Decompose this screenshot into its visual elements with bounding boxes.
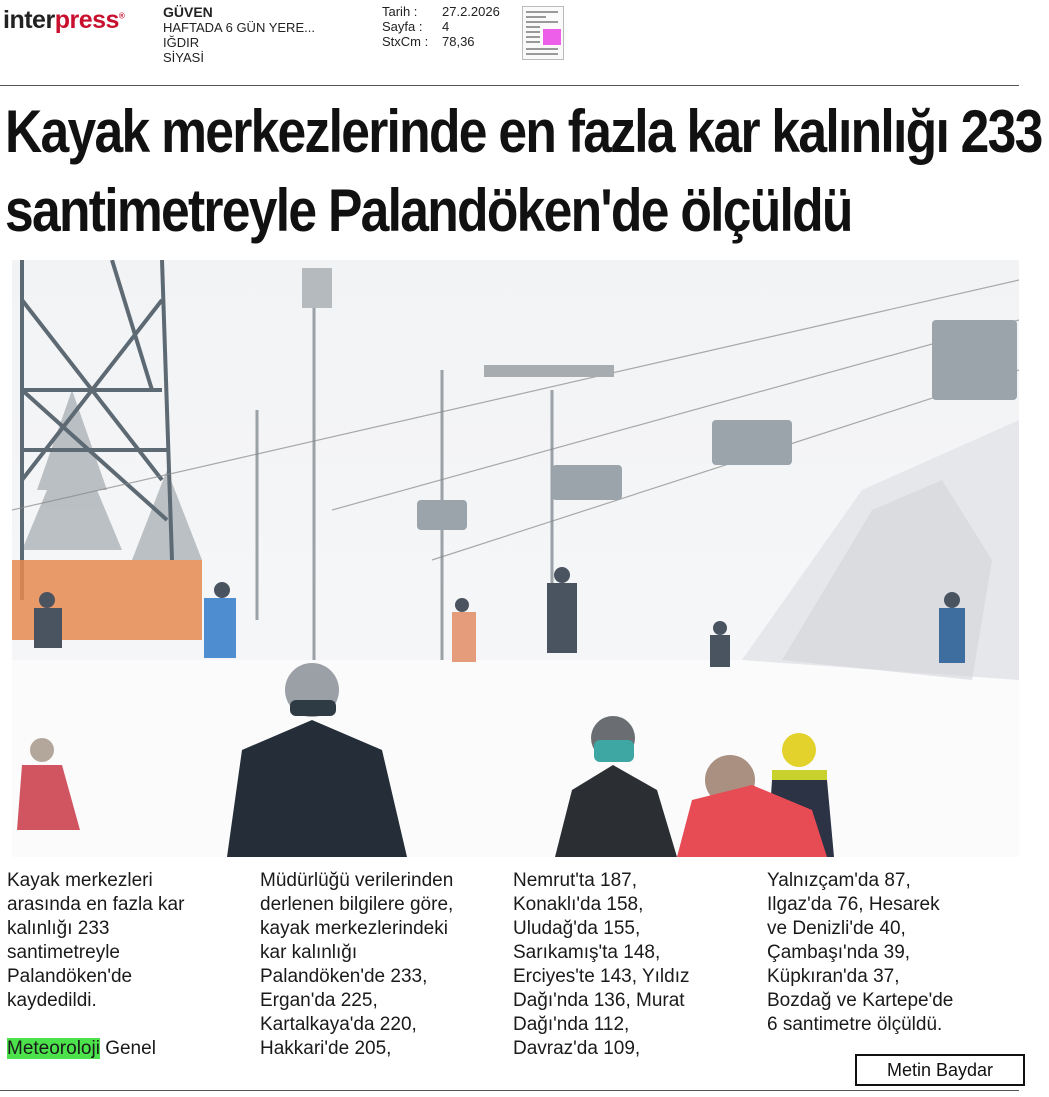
ski-resort-image bbox=[12, 260, 1019, 857]
clipping-header bbox=[0, 0, 1049, 86]
header-divider bbox=[0, 85, 1019, 86]
publication-frequency: HAFTADA 6 GÜN YERE... bbox=[163, 20, 315, 35]
article-location-marker bbox=[543, 29, 561, 45]
keyword-highlight: Meteoroloji bbox=[7, 1038, 100, 1059]
article-column-4: Yalnızçam'da 87, Ilgaz'da 76, Hesarek ve Denizli'de 40, Çambaşı'nda 39, Küpkıran'da 37, Bozdağ ve Kartepe'de 6 santimetre ölçüldü. bbox=[767, 870, 954, 1035]
publication-category: SİYASİ bbox=[163, 50, 204, 65]
author-byline: Metin Baydar bbox=[855, 1054, 1025, 1086]
stxcm-value: 78,36 bbox=[442, 34, 475, 49]
article-column-2: Müdürlüğü verilerinden derlenen bilgilere göre, kayak merkezlerindeki kar kalınlığı Palandöken'de 233, Ergan'da 225, Kartalkaya'da 220, Hakkari'de 205, bbox=[260, 870, 454, 1059]
clipping-meta bbox=[382, 4, 500, 49]
publication-name: GÜVEN bbox=[163, 4, 213, 20]
interpress-logo: interpress® bbox=[3, 6, 125, 34]
page-thumbnail[interactable] bbox=[522, 6, 564, 60]
article-column-1: Kayak merkezleri arasında en fazla kar kalınlığı 233 santimetreyle Palandöken'de kaydedildi. Meteoroloji Genel bbox=[7, 869, 247, 1061]
article-photo bbox=[12, 260, 1019, 857]
article-column-3: Nemrut'ta 187, Konaklı'da 158, Uludağ'da 155, Sarıkamış'ta 148, Erciyes'te 143, Yıldız Dağı'nda 136, Murat Dağı'nda 112, Davraz'da 109, bbox=[513, 870, 690, 1059]
footer-divider bbox=[0, 1090, 1019, 1091]
publication-city: IĞDIR bbox=[163, 35, 200, 50]
page-value: 4 bbox=[442, 19, 450, 34]
date-value: 27.2.2026 bbox=[442, 4, 500, 19]
highlighted-keyword-line: Meteoroloji Genel bbox=[7, 1038, 156, 1059]
page-label: Sayfa : bbox=[382, 19, 423, 34]
stxcm-label: StxCm : bbox=[382, 34, 429, 49]
date-label: Tarih : bbox=[382, 4, 418, 19]
publication-info bbox=[163, 5, 315, 65]
article-headline: Kayak merkezlerinde en fazla kar kalınlığı 233 santimetreyle Palandöken'de ölçüldü bbox=[5, 98, 1042, 244]
